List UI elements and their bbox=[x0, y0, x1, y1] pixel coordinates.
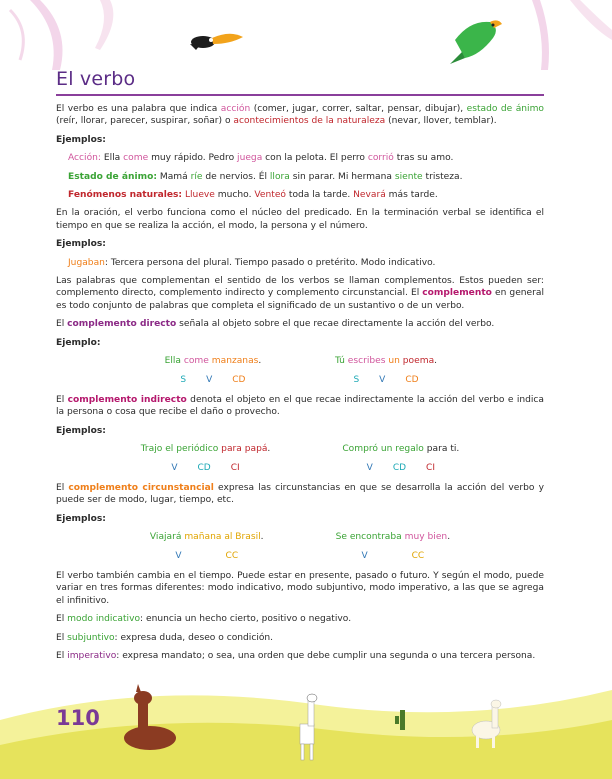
term: subjuntivo bbox=[67, 632, 115, 643]
text: El bbox=[56, 482, 69, 493]
paragraph-tiempo: El verbo también cambia en el tiempo. Puede estar en presente, pasado o futuro. Y según el modo, puede variar en tres formas diferentes: modo indicativo, modo subjuntivo, modo imperativo, a las que se agrega el infinitivo. bbox=[56, 570, 544, 606]
label: Acción: bbox=[68, 153, 101, 164]
title-divider bbox=[56, 94, 544, 96]
verb: corrió bbox=[367, 153, 394, 164]
tag: CD bbox=[197, 462, 211, 473]
text: El bbox=[56, 632, 68, 643]
text: con la pelota. El perro bbox=[262, 153, 368, 164]
object: el periódico bbox=[162, 444, 222, 455]
tag: S bbox=[180, 374, 187, 385]
examples-label: Ejemplos: bbox=[56, 239, 106, 250]
top-decoration bbox=[0, 0, 612, 70]
term: complemento directo bbox=[67, 319, 177, 330]
verb: Viajará bbox=[149, 532, 182, 543]
text: señala al objeto sobre el que recae directamente la acción del verbo. bbox=[176, 319, 495, 330]
paragraph-indicativo bbox=[56, 613, 544, 625]
ci-example-right bbox=[342, 443, 459, 480]
text: Mamá bbox=[156, 171, 191, 182]
paragraph-cc bbox=[56, 482, 544, 507]
term: imperativo bbox=[67, 651, 117, 661]
subject: Tú bbox=[334, 356, 348, 367]
paragraph-oracion: En la oración, el verbo funciona como el núcleo del predicado. En la terminación verbal se identifica el tiempo en que se realiza la acción, el modo, la persona y el número. bbox=[56, 208, 544, 231]
object: un bbox=[385, 356, 403, 367]
cd-example-right bbox=[335, 355, 437, 392]
verb: Trajo bbox=[140, 444, 163, 455]
text: expresa las circunstancias en que se desarrolla la acción del verbo y puede ser de modo, lugar, tiempo, etc. bbox=[56, 482, 544, 506]
verb: come bbox=[183, 356, 209, 367]
tag: CD bbox=[392, 462, 407, 473]
ci-examples bbox=[56, 443, 544, 480]
text: : expresa duda, deseo o condición. bbox=[114, 632, 274, 643]
text: : Tercera persona del plural. Tiempo pasado o pretérito. Modo indicativo. bbox=[104, 257, 436, 268]
verb: Llueve bbox=[184, 190, 215, 201]
text: . bbox=[260, 532, 264, 543]
tag: CC bbox=[225, 550, 239, 561]
text: (reír, llorar, parecer, suspirar, soñar) o bbox=[56, 116, 234, 127]
tag: CD bbox=[232, 374, 246, 385]
example-jugaban bbox=[56, 257, 544, 269]
text: El bbox=[56, 319, 68, 330]
term: complemento indirecto bbox=[67, 394, 187, 405]
text: . bbox=[456, 444, 460, 455]
text: : expresa mandato; o sea, una orden que debe cumplir una segunda o una tercera persona. bbox=[116, 651, 536, 661]
tag: V bbox=[171, 462, 178, 473]
cc-examples bbox=[56, 531, 544, 568]
text: toda la tarde. bbox=[285, 190, 354, 201]
subject: Ella bbox=[164, 356, 184, 367]
tag: V bbox=[379, 374, 386, 385]
text: de nervios. Él bbox=[202, 171, 270, 182]
paragraph-subjuntivo bbox=[56, 632, 544, 644]
example-fenomenos bbox=[56, 189, 544, 201]
verb: ríe bbox=[190, 171, 203, 182]
example-estado bbox=[56, 171, 544, 183]
examples-label: Ejemplos: bbox=[56, 513, 106, 524]
indirect-object: para papá bbox=[221, 444, 268, 455]
tag: V bbox=[206, 374, 213, 385]
text: . bbox=[434, 356, 438, 367]
cc-example-left bbox=[150, 531, 264, 568]
term: complemento bbox=[422, 288, 492, 299]
paragraph-ci bbox=[56, 394, 544, 419]
text: sin parar. Mi hermana bbox=[289, 171, 395, 182]
paragraph-cd bbox=[56, 318, 544, 330]
object: poema bbox=[402, 356, 435, 367]
text: (nevar, llover, temblar). bbox=[385, 116, 497, 127]
text: El bbox=[56, 651, 68, 661]
text: (comer, jugar, correr, saltar, pensar, dibujar), bbox=[250, 104, 467, 114]
object: manzanas bbox=[208, 356, 259, 367]
text: . bbox=[267, 444, 271, 455]
text: tras su amo. bbox=[393, 153, 454, 164]
page-title: El verbo bbox=[56, 68, 136, 90]
circumstantial: muy bien bbox=[401, 532, 448, 543]
indirect-object: para ti bbox=[423, 444, 457, 455]
cd-example-left bbox=[163, 355, 263, 392]
tag: CI bbox=[230, 462, 240, 473]
text: denota el objeto en el que recae indirectamente la acción del verbo e indica la persona o cosa que recibe el daño o provecho. bbox=[56, 394, 545, 418]
parrot-icon bbox=[450, 20, 502, 64]
tag: CD bbox=[405, 374, 419, 385]
text: Ella bbox=[100, 153, 124, 164]
term: modo indicativo bbox=[67, 614, 141, 625]
ci-example-left bbox=[141, 443, 271, 480]
verb: Nevará bbox=[353, 190, 386, 201]
verb: Jugaban bbox=[68, 257, 105, 268]
tag: V bbox=[361, 550, 368, 561]
example-label: Ejemplo: bbox=[56, 337, 101, 348]
examples-label: Ejemplos: bbox=[56, 134, 106, 145]
text: El bbox=[56, 614, 68, 625]
verb: come bbox=[123, 153, 149, 164]
cd-examples bbox=[56, 355, 544, 392]
verb: llora bbox=[269, 171, 290, 182]
intro-paragraph bbox=[56, 103, 544, 128]
verb: Se encontraba bbox=[335, 532, 402, 543]
text: en general es todo conjunto de palabras que completa el significado de un sustantivo o de un verbo. bbox=[56, 288, 544, 311]
paragraph-complementos bbox=[56, 275, 544, 312]
text: tristeza. bbox=[422, 171, 463, 182]
tag: V bbox=[366, 462, 373, 473]
text: mucho. bbox=[214, 190, 255, 201]
verb: Venteó bbox=[254, 190, 286, 201]
label: Estado de ánimo: bbox=[68, 171, 157, 182]
verb: Compró bbox=[342, 444, 378, 455]
examples-label: Ejemplos: bbox=[56, 425, 106, 436]
term: complemento circunstancial bbox=[68, 482, 214, 493]
text: Las palabras que complementan el sentido de los verbos se llaman complementos. Estos pueden ser: complemento directo, complemento indirecto y complemento circunstancial. El bbox=[56, 276, 544, 299]
text: El verbo es una palabra que indica bbox=[56, 104, 221, 114]
term-acontecimientos: acontecimientos de la naturaleza bbox=[233, 116, 386, 127]
circumstantial: mañana al Brasil bbox=[181, 532, 261, 543]
text: El bbox=[56, 394, 68, 405]
text: : enuncia un hecho cierto, positivo o negativo. bbox=[140, 614, 352, 625]
content bbox=[56, 103, 544, 668]
cc-example-right bbox=[336, 531, 451, 568]
toucan-icon bbox=[190, 34, 243, 50]
tag: CC bbox=[411, 550, 425, 561]
text: muy rápido. Pedro bbox=[148, 153, 238, 164]
object: un regalo bbox=[377, 444, 424, 455]
page-number: 110 bbox=[56, 706, 100, 730]
term-estado: estado de ánimo bbox=[466, 104, 544, 114]
label: Fenómenos naturales: bbox=[68, 190, 183, 201]
tag: CI bbox=[426, 462, 435, 473]
tag: V bbox=[175, 550, 182, 561]
verb: escribes bbox=[347, 356, 386, 367]
text: . bbox=[258, 356, 262, 367]
term-accion: acción bbox=[220, 104, 251, 114]
tag: S bbox=[353, 374, 360, 385]
verb: juega bbox=[237, 153, 263, 164]
text: más tarde. bbox=[385, 190, 438, 201]
example-accion bbox=[56, 152, 544, 164]
text: . bbox=[447, 532, 451, 543]
verb: siente bbox=[394, 171, 423, 182]
